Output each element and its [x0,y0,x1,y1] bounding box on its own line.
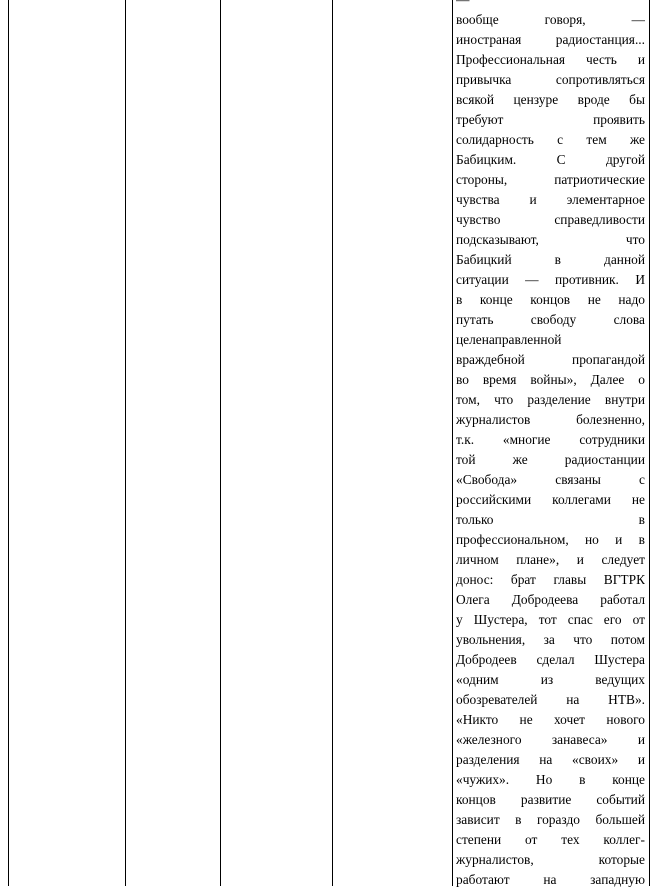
text-line: целенаправленной [456,332,562,347]
text-line: обозревателей на НТВ». [456,692,645,707]
text-line: «железного занавеса» и [456,732,645,747]
text-line: журналистов болезненно, [456,412,645,427]
column-border [452,0,453,886]
text-line: подсказывают, что [456,232,645,247]
text-line: Бабицким. С другой [456,152,645,167]
column-border [220,0,221,886]
text-line: у Шустера, тот спас его от [456,612,645,627]
text-line: степени от тех коллег- [456,832,645,847]
text-line: разделения на «своих» и [456,752,645,767]
text-line: т.к. «многие сотрудники [456,432,645,447]
text-line: иностраная радиостанция... [456,32,645,47]
text-line: вообще говоря, — [456,12,645,27]
column-border [125,0,126,886]
text-line: концов развитие событий [456,792,645,807]
text-line: ситуации — противник. И [456,272,645,287]
text-line: во время войны», Далее о [456,372,645,387]
text-line: увольнения, за что потом [456,632,645,647]
text-line: «Свобода» связаны с [456,472,645,487]
text-line: только в [456,512,645,527]
text-line: работают на западную [456,872,645,887]
text-line: российскими коллегами не [456,492,645,507]
text-line: донос: брат главы ВГТРК [456,572,645,587]
text-line: Олега Добродеева работал [456,592,645,607]
text-line: том, что разделение внутри [456,392,645,407]
text-line: журналистов, которые [456,852,645,867]
text-line: Профессиональная честь и [456,52,645,67]
text-line: требуют проявить [456,112,645,127]
text-line: всякой цензуре вроде бы [456,92,645,107]
text-line: путать свободу слова [456,312,645,327]
text-line: солидарность с тем же [456,132,645,147]
text-line [456,0,645,10]
text-line: враждебной пропагандой [456,352,645,367]
text-line: стороны, патриотические [456,172,645,187]
text-line: чувство справедливости [456,212,645,227]
text-line: чувства и элементарное [456,192,645,207]
text-cell [456,0,645,890]
column-border [8,0,9,886]
text-line: «Никто не хочет нового [456,712,645,727]
text-line: той же радиостанции [456,452,645,467]
text-line: в конце концов не надо [456,292,645,307]
column-border [332,0,333,886]
text-line: «одним из ведущих [456,672,645,687]
text-line: Бабицкий в данной [456,252,645,267]
text-line: Добродеев сделал Шустера [456,652,645,667]
column-border [649,0,650,886]
text-line: привычка сопротивляться [456,72,645,87]
text-line: личном плане», и следует [456,552,645,567]
text-line: «чужих». Но в конце [456,772,645,787]
text-line: профессиональном, но и в [456,532,645,547]
text-line: зависит в гораздо большей [456,812,645,827]
